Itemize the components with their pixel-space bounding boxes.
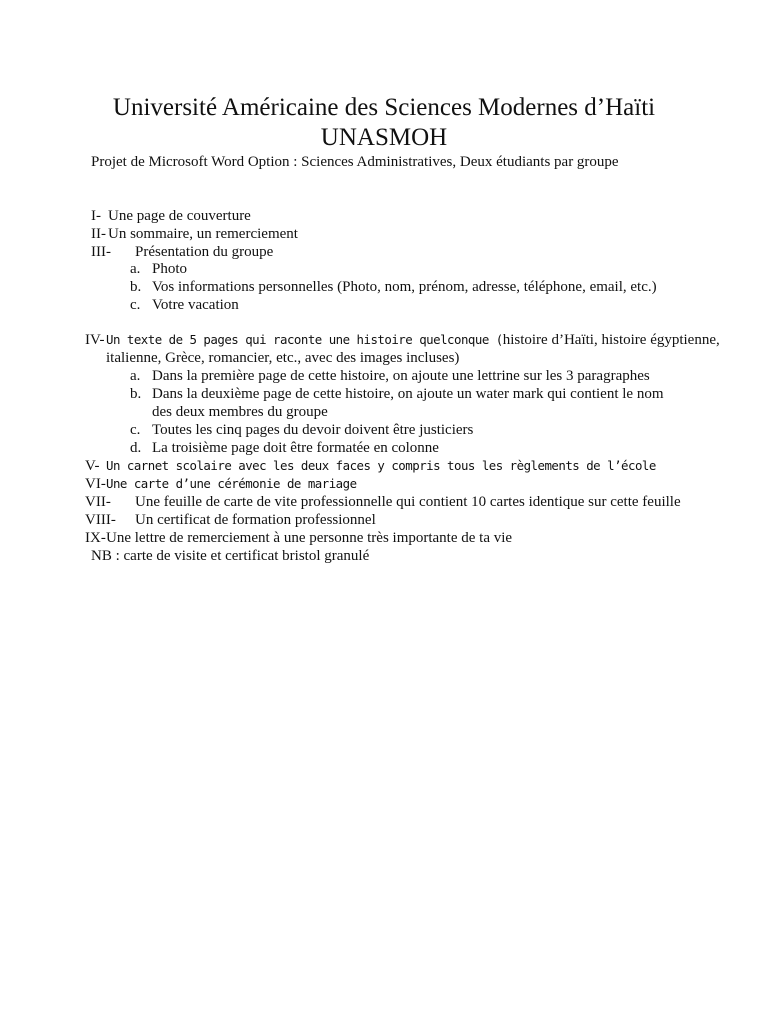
item-number-vii: VII- [85,494,111,510]
subitem-number-iii-c: c. [130,297,141,313]
subitem-number-iv-c: c. [130,422,141,438]
item-text-iv [106,331,720,349]
item-text-iv-part-1: Un texte de 5 pages qui raconte une histoire quelconque ( [106,332,503,347]
item-text-iii: Présentation du groupe [135,244,274,260]
item-text-iv-continued: italienne, Grèce, romancier, etc., avec des images incluses) [106,350,460,366]
item-number-iii: III- [91,244,111,260]
item-text-vii: Une feuille de carte de vite professionnelle qui contient 10 cartes identique sur cette feuille [135,494,681,510]
item-number-vi: VI- [85,476,106,492]
item-number-ix: IX- [85,530,106,546]
subitem-text-iii-a: Photo [152,261,188,277]
project-subtitle: Projet de Microsoft Word Option : Sciences Administratives, Deux étudiants par groupe [91,154,619,170]
item-text-vi: Une carte d’une cérémonie de mariage [106,476,357,491]
subitem-number-iv-d: d. [130,440,142,456]
item-number-v: V- [85,458,100,474]
item-text-ix: Une lettre de remerciement à une personne très importante de ta vie [106,530,513,546]
item-text-i: Une page de couverture [108,208,251,224]
subitem-text-iv-b: Dans la deuxième page de cette histoire, on ajoute un water mark qui contient le nom [152,386,664,402]
nb-note: NB : carte de visite et certificat bristol granulé [91,548,370,564]
subitem-text-iv-d: La troisième page doit être formatée en colonne [152,440,439,456]
university-acronym: UNASMOH [320,124,448,151]
subitem-text-iii-c: Votre vacation [152,297,239,313]
item-text-ii: Un sommaire, un remerciement [108,226,298,242]
subitem-number-iv-b: b. [130,386,142,402]
subitem-number-iii-b: b. [130,279,142,295]
item-number-i: I- [91,208,101,224]
university-name: Université Américaine des Sciences Modernes d’Haïti [112,94,656,121]
subitem-text-iv-b-continued: des deux membres du groupe [152,404,328,420]
subitem-text-iv-c: Toutes les cinq pages du devoir doivent être justiciers [152,422,474,438]
subitem-text-iv-a: Dans la première page de cette histoire, on ajoute une lettrine sur les 3 paragraphes [152,368,650,384]
subitem-number-iv-a: a. [130,368,141,384]
item-number-ii: II- [91,226,106,242]
item-text-viii: Un certificat de formation professionnel [135,512,376,528]
item-text-iv-part-2: histoire d’Haïti, histoire égyptienne, [502,332,720,348]
subitem-number-iii-a: a. [130,261,141,277]
item-text-v: Un carnet scolaire avec les deux faces y compris tous les règlements de l’école [106,458,656,473]
item-number-iv: IV- [85,332,105,348]
item-number-viii: VIII- [85,512,116,528]
subitem-text-iii-b: Vos informations personnelles (Photo, nom, prénom, adresse, téléphone, email, etc.) [152,279,657,295]
